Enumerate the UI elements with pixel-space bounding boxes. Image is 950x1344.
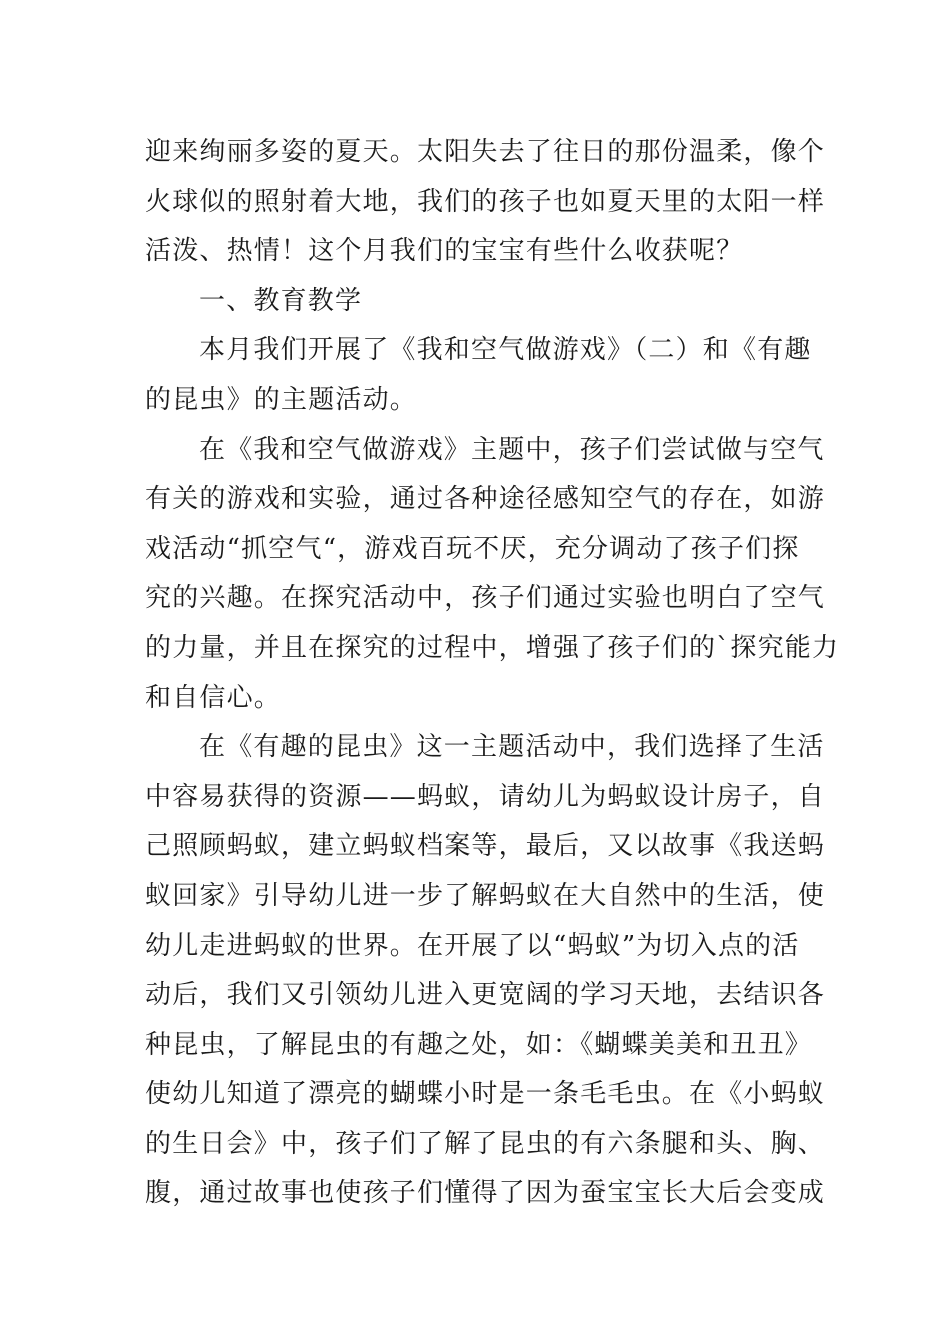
text-line: 幼儿走进蚂蚁的世界。在开展了以“蚂蚁”为切入点的活	[145, 930, 800, 961]
text-line: 己照顾蚂蚁，建立蚂蚁档案等，最后，又以故事《我送蚂	[145, 831, 826, 862]
text-line: 活泼、热情！这个月我们的宝宝有些什么收获呢？	[145, 236, 744, 267]
text-line: 使幼儿知道了漂亮的蝴蝶小时是一条毛毛虫。在《小蚂蚁	[145, 1079, 826, 1110]
text-line: 和自信心。	[145, 682, 282, 713]
text-line: 动后，我们又引领幼儿进入更宽阔的学习天地，去结识各	[145, 980, 826, 1011]
text-line: 在《有趣的昆虫》这一主题活动中，我们选择了生活	[199, 732, 825, 763]
text-line: 的力量，并且在探究的过程中，增强了孩子们的`探究能力	[145, 632, 840, 663]
text-line: 种昆虫，了解昆虫的有趣之处，如：《蝴蝶美美和丑丑》	[145, 1029, 813, 1060]
section-heading: 一、教育教学	[199, 285, 363, 316]
text-line: 迎来绚丽多姿的夏天。太阳失去了往日的那份温柔，像个	[145, 137, 826, 167]
text-line: 本月我们开展了《我和空气做游戏》（二）和《有趣	[199, 335, 812, 366]
text-line: 的昆虫》的主题活动。	[145, 384, 418, 415]
body-text	[145, 128, 840, 1219]
text-line: 蚁回家》引导幼儿进一步了解蚂蚁在大自然中的生活，使	[145, 880, 826, 911]
text-line: 有关的游戏和实验，通过各种途径感知空气的存在，如游	[145, 484, 826, 515]
text-line: 的生日会》中，孩子们了解了昆虫的有六条腿和头、胸、	[145, 1128, 826, 1159]
text-line: 戏活动“抓空气“，游戏百玩不厌，充分调动了孩子们探	[145, 533, 800, 564]
text-line: 腹，通过故事也使孩子们懂得了因为蚕宝宝长大后会变成	[145, 1178, 826, 1209]
text-line: 中容易获得的资源——蚂蚁，请幼儿为蚂蚁设计房子，自	[145, 781, 826, 812]
text-line: 究的兴趣。在探究活动中，孩子们通过实验也明白了空气	[145, 583, 826, 614]
text-line: 火球似的照射着大地，我们的孩子也如夏天里的太阳一样	[145, 186, 826, 217]
text-line: 在《我和空气做游戏》主题中，孩子们尝试做与空气	[199, 434, 825, 465]
